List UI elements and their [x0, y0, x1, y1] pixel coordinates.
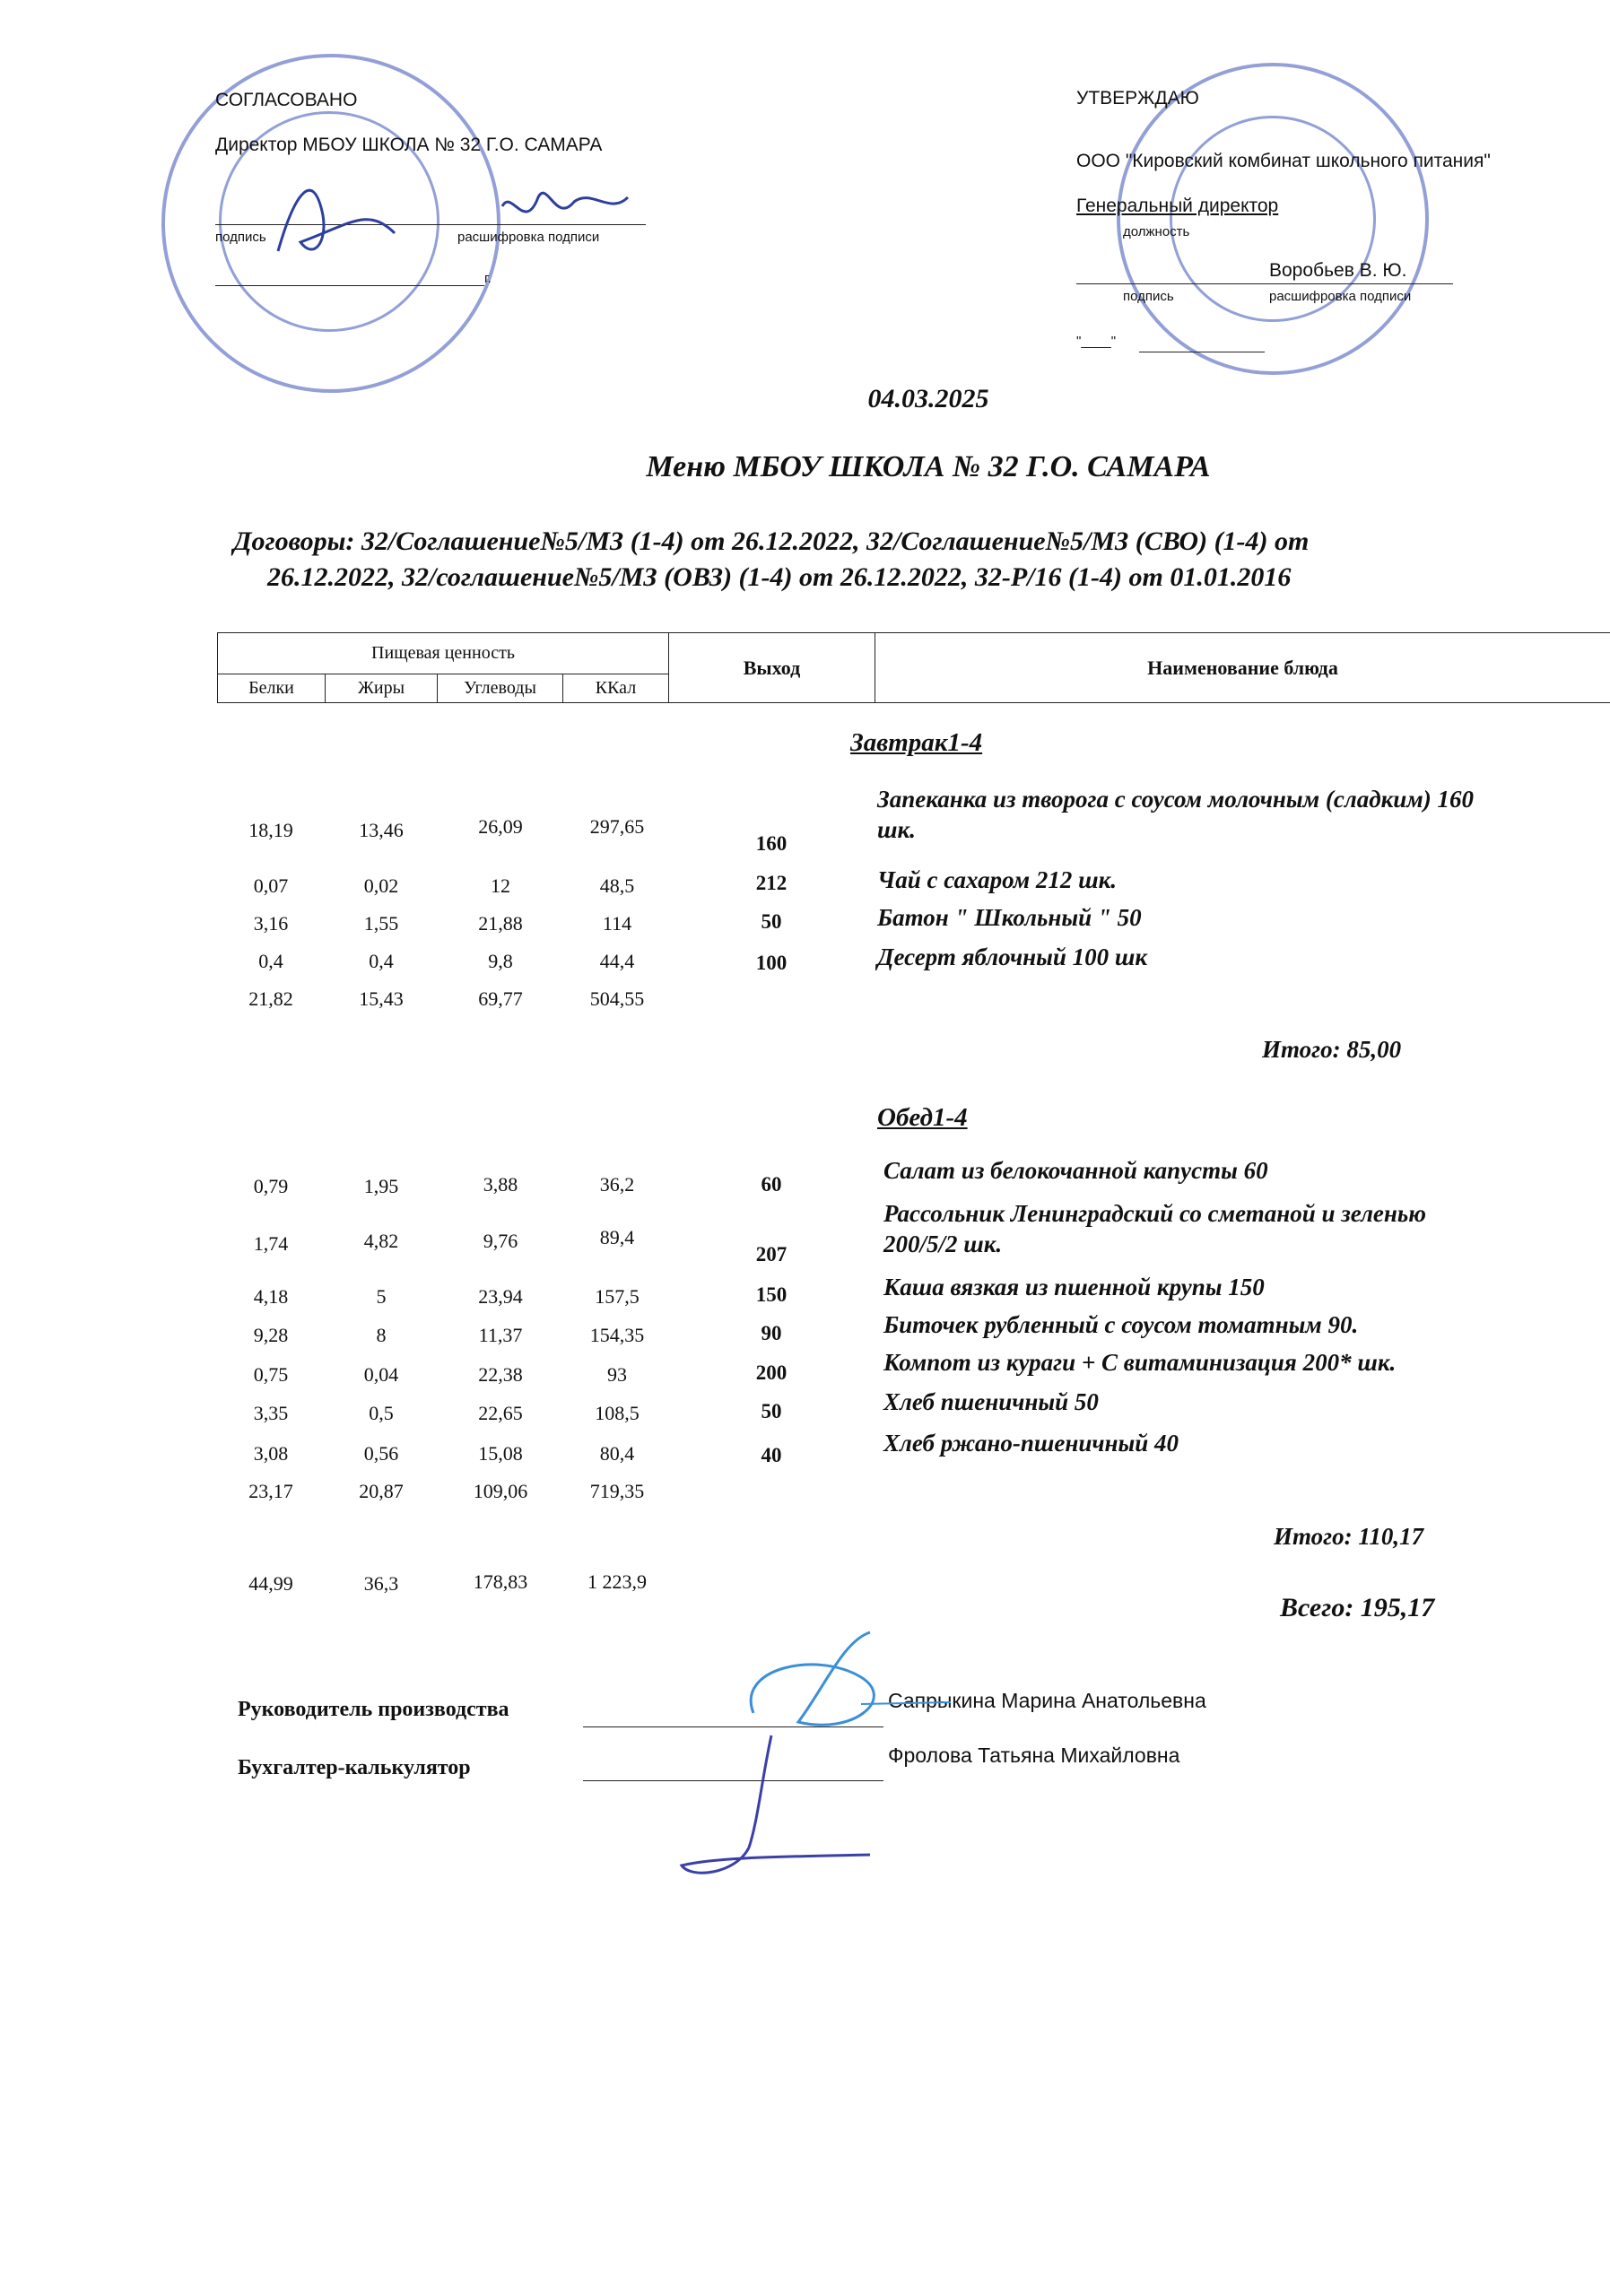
- company-stamp: [1117, 63, 1429, 375]
- menu-date: 04.03.2025: [867, 384, 989, 413]
- b1-carbs: 26,09: [478, 815, 523, 838]
- l6-proteins: 3,35: [253, 1402, 289, 1424]
- lunch-title: Обед1-4: [877, 1103, 968, 1132]
- grand-proteins: 44,99: [248, 1572, 293, 1595]
- b2-fats: 0,02: [363, 874, 399, 897]
- accountant-name: Фролова Татьяна Михайловна: [888, 1744, 1180, 1767]
- l1-kcal: 36,2: [599, 1173, 635, 1196]
- b1-dish: Запеканка из творога с соусом молочным (сладким) 160 шк.: [877, 786, 1475, 843]
- l2-dish: Рассольник Ленинградский со сметаной и зеленью 200/5/2 шк.: [883, 1200, 1426, 1257]
- b2-dish: Чай с сахаром 212 шк.: [877, 866, 1118, 893]
- breakfast-sum-proteins: 21,82: [248, 987, 293, 1010]
- lunch-sum-fats: 20,87: [359, 1480, 404, 1502]
- director-position: Директор МБОУ ШКОЛА № 32 Г.О. САМАРА: [215, 135, 603, 155]
- breakfast-sum-carbs: 69,77: [478, 987, 523, 1010]
- grand-kcal: 1 223,9: [587, 1570, 647, 1593]
- b4-dish: Десерт яблочный 100 шк: [877, 944, 1148, 970]
- b2-proteins: 0,07: [253, 874, 289, 897]
- breakfast-title: Завтрак1-4: [850, 728, 983, 757]
- b2-carbs: 12: [491, 874, 510, 897]
- l3-dish: Каша вязкая из пшенной крупы 150: [883, 1274, 1265, 1300]
- b4-proteins: 0,4: [258, 950, 283, 972]
- director-signature: [215, 135, 664, 314]
- b1-yield: 160: [755, 832, 788, 855]
- position-caption: должность: [1123, 224, 1190, 239]
- b4-fats: 0,4: [369, 950, 394, 972]
- grand-fats: 36,3: [363, 1572, 399, 1595]
- l4-proteins: 9,28: [253, 1324, 289, 1346]
- l5-proteins: 0,75: [253, 1363, 289, 1386]
- head-of-production-name: Сапрыкина Марина Анатольевна: [888, 1689, 1206, 1712]
- l7-carbs: 15,08: [478, 1442, 523, 1465]
- l2-kcal: 89,4: [599, 1226, 635, 1248]
- b2-kcal: 48,5: [599, 874, 635, 897]
- fats-header: Жиры: [325, 674, 437, 702]
- dish-header: Наименование блюда: [875, 633, 1610, 702]
- l4-kcal: 154,35: [589, 1324, 645, 1346]
- accountant-signature: [664, 1722, 897, 1901]
- l2-yield: 207: [755, 1243, 788, 1265]
- b1-fats: 13,46: [359, 819, 404, 841]
- approve-title: УТВЕРЖДАЮ: [1076, 88, 1199, 109]
- l5-fats: 0,04: [363, 1363, 399, 1386]
- contracts-line-2: 26.12.2022, 32/соглашение№5/МЗ (ОВЗ) (1-4) от 26.12.2022, 32-Р/16 (1-4) от 01.01.2016: [267, 562, 1292, 592]
- l2-proteins: 1,74: [253, 1232, 289, 1255]
- nutrition-header: Пищевая ценность: [217, 633, 668, 674]
- b3-carbs: 21,88: [478, 912, 523, 935]
- b1-proteins: 18,19: [248, 819, 293, 841]
- l6-fats: 0,5: [369, 1402, 394, 1424]
- l7-kcal: 80,4: [599, 1442, 635, 1465]
- l6-carbs: 22,65: [478, 1402, 523, 1424]
- l1-carbs: 3,88: [483, 1173, 518, 1196]
- right-date-quotes: "____": [1076, 334, 1117, 349]
- l6-dish: Хлеб пшеничный 50: [883, 1388, 1099, 1415]
- l2-carbs: 9,76: [483, 1230, 518, 1252]
- l3-carbs: 23,94: [478, 1285, 523, 1308]
- carbs-header: Углеводы: [437, 674, 562, 702]
- yield-header: Выход: [668, 633, 875, 702]
- l1-fats: 1,95: [363, 1175, 399, 1197]
- b1-kcal: 297,65: [589, 815, 645, 838]
- b4-yield: 100: [755, 952, 788, 974]
- grand-carbs: 178,83: [473, 1570, 528, 1593]
- l7-fats: 0,56: [363, 1442, 399, 1465]
- l3-kcal: 157,5: [595, 1285, 640, 1308]
- b2-yield: 212: [755, 872, 788, 894]
- breakfast-total: Итого: 85,00: [1262, 1036, 1402, 1063]
- contracts-line-1: Договоры: 32/Соглашение№5/МЗ (1-4) от 26.12.2022, 32/Соглашение№5/МЗ (СВО) (1-4) от: [233, 526, 1310, 556]
- l4-fats: 8: [376, 1324, 387, 1346]
- general-director: Генеральный директор: [1076, 196, 1279, 216]
- l3-fats: 5: [376, 1285, 387, 1308]
- approved-title: СОГЛАСОВАНО: [215, 90, 358, 110]
- company-name: ООО "Кировский комбинат школьного питания": [1076, 151, 1491, 171]
- b3-fats: 1,55: [363, 912, 399, 935]
- left-signature-caption: подпись: [215, 230, 266, 245]
- director-name: Воробьев В. Ю.: [1269, 260, 1407, 281]
- l5-carbs: 22,38: [478, 1363, 523, 1386]
- l1-yield: 60: [761, 1173, 782, 1196]
- b3-proteins: 3,16: [253, 912, 289, 935]
- l5-kcal: 93: [607, 1363, 627, 1386]
- kcal-header: ККал: [562, 674, 668, 702]
- l4-yield: 90: [761, 1322, 782, 1344]
- l1-dish: Салат из белокочанной капусты 60: [883, 1157, 1268, 1184]
- menu-title: Меню МБОУ ШКОЛА № 32 Г.О. САМАРА: [646, 450, 1211, 483]
- left-year-suffix: г.: [484, 271, 492, 286]
- accountant-label: Бухгалтер-калькулятор: [238, 1756, 471, 1779]
- breakfast-sum-fats: 15,43: [359, 987, 404, 1010]
- l6-kcal: 108,5: [595, 1402, 640, 1424]
- l6-yield: 50: [761, 1400, 782, 1422]
- grand-total: Всего: 195,17: [1280, 1593, 1435, 1622]
- l4-dish: Биточек рубленный с соусом томатным 90.: [883, 1311, 1359, 1338]
- b4-carbs: 9,8: [488, 950, 513, 972]
- l5-dish: Компот из кураги + С витаминизация 200* шк.: [883, 1349, 1397, 1376]
- lunch-sum-kcal: 719,35: [589, 1480, 645, 1502]
- l4-carbs: 11,37: [478, 1324, 523, 1346]
- left-decoding-caption: расшифровка подписи: [457, 230, 600, 245]
- breakfast-sum-kcal: 504,55: [589, 987, 645, 1010]
- b3-yield: 50: [761, 910, 782, 933]
- table-header: [217, 632, 1610, 703]
- head-of-production-label: Руководитель производства: [238, 1698, 509, 1721]
- b3-kcal: 114: [602, 912, 632, 935]
- l3-yield: 150: [755, 1283, 788, 1306]
- l7-dish: Хлеб ржано-пшеничный 40: [883, 1430, 1179, 1457]
- lunch-sum-proteins: 23,17: [248, 1480, 293, 1502]
- lunch-sum-carbs: 109,06: [473, 1480, 528, 1502]
- proteins-header: Белки: [217, 674, 325, 702]
- l7-yield: 40: [761, 1444, 782, 1466]
- l1-proteins: 0,79: [253, 1175, 289, 1197]
- right-signature-caption: подпись: [1123, 289, 1174, 304]
- right-decoding-caption: расшифровка подписи: [1269, 289, 1412, 304]
- l2-fats: 4,82: [363, 1230, 399, 1252]
- lunch-total: Итого: 110,17: [1274, 1523, 1424, 1550]
- l7-proteins: 3,08: [253, 1442, 289, 1465]
- b4-kcal: 44,4: [599, 950, 635, 972]
- l3-proteins: 4,18: [253, 1285, 289, 1308]
- b3-dish: Батон " Школьный " 50: [877, 904, 1142, 931]
- l5-yield: 200: [755, 1361, 788, 1384]
- right-signature-line: [1076, 283, 1453, 284]
